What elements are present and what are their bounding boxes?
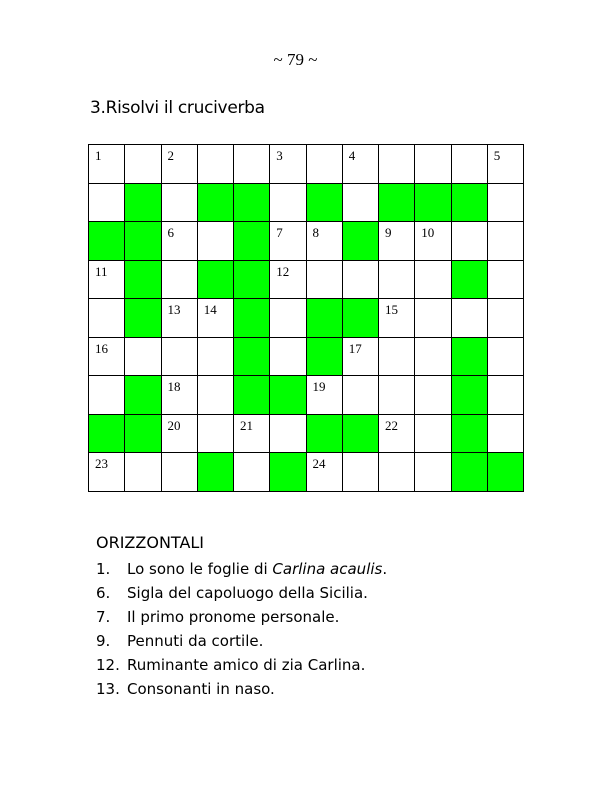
crossword-cell[interactable] xyxy=(89,376,125,415)
clue-text: Il primo pronome personale. xyxy=(127,608,340,626)
crossword-cell[interactable] xyxy=(270,261,306,300)
crossword-cell[interactable] xyxy=(415,453,451,492)
crossword-cell[interactable] xyxy=(234,453,270,492)
crossword-block-cell xyxy=(452,376,488,415)
crossword-block-cell xyxy=(307,299,343,338)
crossword-cell[interactable] xyxy=(488,222,524,261)
clue-number: 7. xyxy=(96,608,111,626)
crossword-block-cell xyxy=(125,299,161,338)
crossword-cell[interactable] xyxy=(307,222,343,261)
crossword-block-cell xyxy=(452,184,488,223)
crossword-cell[interactable] xyxy=(89,299,125,338)
clue-item xyxy=(96,557,387,581)
crossword-cell[interactable] xyxy=(343,376,379,415)
crossword-block-cell xyxy=(234,261,270,300)
crossword-cell[interactable] xyxy=(270,338,306,377)
crossword-cell[interactable] xyxy=(379,338,415,377)
cell-number: 2 xyxy=(167,148,174,163)
crossword-block-cell xyxy=(125,415,161,454)
crossword-cell[interactable] xyxy=(379,453,415,492)
crossword-block-cell xyxy=(270,453,306,492)
crossword-cell[interactable] xyxy=(162,415,198,454)
clue-text: Lo sono le foglie di xyxy=(127,560,273,578)
crossword-cell[interactable] xyxy=(488,376,524,415)
cell-number: 22 xyxy=(385,417,398,433)
crossword-cell[interactable] xyxy=(488,261,524,300)
cell-number: 19 xyxy=(312,379,326,395)
crossword-cell[interactable] xyxy=(452,145,488,184)
crossword-cell[interactable] xyxy=(234,145,270,184)
exercise-title: 3.Risolvi il cruciverba xyxy=(90,98,265,118)
crossword-block-cell xyxy=(89,222,125,261)
crossword-block-cell xyxy=(125,184,161,223)
cell-number: 24 xyxy=(312,456,326,472)
crossword-block-cell xyxy=(307,338,343,377)
cell-number: 12 xyxy=(276,263,290,279)
crossword-cell[interactable] xyxy=(198,222,234,261)
crossword-cell[interactable] xyxy=(125,145,161,184)
crossword-cell[interactable] xyxy=(89,145,125,184)
crossword-block-cell xyxy=(234,184,270,223)
crossword-block-cell xyxy=(343,299,379,338)
crossword-cell[interactable] xyxy=(307,145,343,184)
crossword-cell[interactable] xyxy=(162,261,198,300)
crossword-cell[interactable] xyxy=(415,222,451,261)
crossword-cell[interactable] xyxy=(198,145,234,184)
crossword-cell[interactable] xyxy=(270,299,306,338)
crossword-block-cell xyxy=(379,184,415,223)
crossword-cell[interactable] xyxy=(379,415,415,454)
crossword-cell[interactable] xyxy=(488,415,524,454)
crossword-block-cell xyxy=(307,415,343,454)
crossword-block-cell xyxy=(125,376,161,415)
cell-number: 21 xyxy=(240,417,253,433)
crossword-cell[interactable] xyxy=(379,299,415,338)
clue-number: 6. xyxy=(96,584,111,602)
cell-number: 14 xyxy=(203,302,217,318)
crossword-block-cell xyxy=(452,338,488,377)
crossword-cell[interactable] xyxy=(415,338,451,377)
crossword-cell[interactable] xyxy=(270,184,306,223)
crossword-cell[interactable] xyxy=(307,376,343,415)
crossword-block-cell xyxy=(234,338,270,377)
cell-number: 8 xyxy=(312,225,319,241)
crossword-block-cell xyxy=(125,261,161,300)
crossword-cell[interactable] xyxy=(270,415,306,454)
cell-number: 6 xyxy=(167,225,174,241)
cell-number: 15 xyxy=(385,302,398,318)
crossword-cell[interactable] xyxy=(162,184,198,223)
crossword-cell[interactable] xyxy=(162,299,198,338)
crossword-cell[interactable] xyxy=(270,145,306,184)
crossword-cell[interactable] xyxy=(379,145,415,184)
cell-number: 11 xyxy=(95,263,108,279)
clue-number: 9. xyxy=(96,632,111,650)
clue-italic-text: Carlina acaulis xyxy=(272,560,383,578)
crossword-cell[interactable] xyxy=(415,299,451,338)
crossword-cell[interactable] xyxy=(162,145,198,184)
clue-text: Pennuti da cortile. xyxy=(127,632,264,650)
clues-heading: ORIZZONTALI xyxy=(96,533,205,552)
crossword-cell[interactable] xyxy=(162,376,198,415)
cell-number: 18 xyxy=(167,379,181,395)
crossword-cell[interactable] xyxy=(198,299,234,338)
crossword-block-cell xyxy=(198,184,234,223)
crossword-block-cell xyxy=(234,299,270,338)
crossword-cell[interactable] xyxy=(452,222,488,261)
cell-number: 20 xyxy=(167,417,181,433)
clue-item xyxy=(96,605,339,629)
crossword-cell[interactable] xyxy=(379,222,415,261)
crossword-block-cell xyxy=(125,222,161,261)
crossword-cell[interactable] xyxy=(343,261,379,300)
crossword-block-cell xyxy=(415,184,451,223)
crossword-block-cell xyxy=(89,415,125,454)
clue-item xyxy=(96,677,275,701)
crossword-cell[interactable] xyxy=(89,261,125,300)
crossword-block-cell xyxy=(198,261,234,300)
crossword-block-cell xyxy=(234,376,270,415)
clue-number: 13. xyxy=(96,680,120,698)
crossword-cell[interactable] xyxy=(89,453,125,492)
crossword-cell[interactable] xyxy=(415,415,451,454)
crossword-cell[interactable] xyxy=(343,145,379,184)
crossword-block-cell xyxy=(307,184,343,223)
crossword-cell[interactable] xyxy=(343,338,379,377)
crossword-grid xyxy=(88,144,524,492)
crossword-cell[interactable] xyxy=(379,376,415,415)
crossword-cell[interactable] xyxy=(452,299,488,338)
clue-number: 1. xyxy=(96,560,111,578)
crossword-cell[interactable] xyxy=(89,184,125,223)
crossword-block-cell xyxy=(234,222,270,261)
crossword-cell[interactable] xyxy=(125,338,161,377)
crossword-block-cell xyxy=(198,453,234,492)
clue-item xyxy=(96,629,263,653)
cell-number: 10 xyxy=(421,225,435,241)
crossword-cell[interactable] xyxy=(125,453,161,492)
crossword-block-cell xyxy=(452,261,488,300)
cell-number: 9 xyxy=(385,225,392,241)
crossword-cell[interactable] xyxy=(415,145,451,184)
cell-number: 5 xyxy=(493,148,501,163)
cell-number: 1 xyxy=(95,148,102,163)
crossword-cell[interactable] xyxy=(162,222,198,261)
crossword-cell[interactable] xyxy=(234,415,270,454)
crossword-block-cell xyxy=(452,415,488,454)
crossword-block-cell xyxy=(343,415,379,454)
crossword-cell[interactable] xyxy=(198,338,234,377)
cell-number: 17 xyxy=(348,340,362,356)
crossword-cell[interactable] xyxy=(415,261,451,300)
crossword-block-cell xyxy=(452,453,488,492)
crossword-cell[interactable] xyxy=(198,376,234,415)
cell-number: 4 xyxy=(348,148,356,163)
crossword-cell[interactable] xyxy=(488,184,524,223)
clue-number: 12. xyxy=(96,656,120,674)
cell-number: 23 xyxy=(95,456,108,472)
cell-number: 3 xyxy=(276,148,283,163)
clue-item xyxy=(96,581,368,605)
clue-item xyxy=(96,653,365,677)
crossword-cell[interactable] xyxy=(379,261,415,300)
clue-text: Consonanti in naso. xyxy=(127,680,275,698)
page-number: ~ 79 ~ xyxy=(273,50,318,69)
crossword-cell[interactable] xyxy=(270,222,306,261)
cell-number: 7 xyxy=(276,225,283,241)
crossword-cell[interactable] xyxy=(488,299,524,338)
crossword-cell[interactable] xyxy=(488,338,524,377)
clue-text: Sigla del capoluogo della Sicilia. xyxy=(127,584,368,602)
crossword-cell[interactable] xyxy=(343,184,379,223)
crossword-cell[interactable] xyxy=(89,338,125,377)
clue-text-end: . xyxy=(382,560,388,578)
crossword-cell[interactable] xyxy=(307,261,343,300)
crossword-cell[interactable] xyxy=(162,453,198,492)
clue-text: Ruminante amico di zia Carlina. xyxy=(127,656,366,674)
crossword-block-cell xyxy=(270,376,306,415)
crossword-cell[interactable] xyxy=(198,415,234,454)
cell-number: 13 xyxy=(167,302,181,318)
crossword-cell[interactable] xyxy=(415,376,451,415)
cell-number: 16 xyxy=(95,340,108,356)
crossword-cell[interactable] xyxy=(488,145,524,184)
crossword-cell[interactable] xyxy=(343,453,379,492)
crossword-block-cell xyxy=(343,222,379,261)
crossword-cell[interactable] xyxy=(307,453,343,492)
crossword-block-cell xyxy=(488,453,524,492)
crossword-cell[interactable] xyxy=(162,338,198,377)
